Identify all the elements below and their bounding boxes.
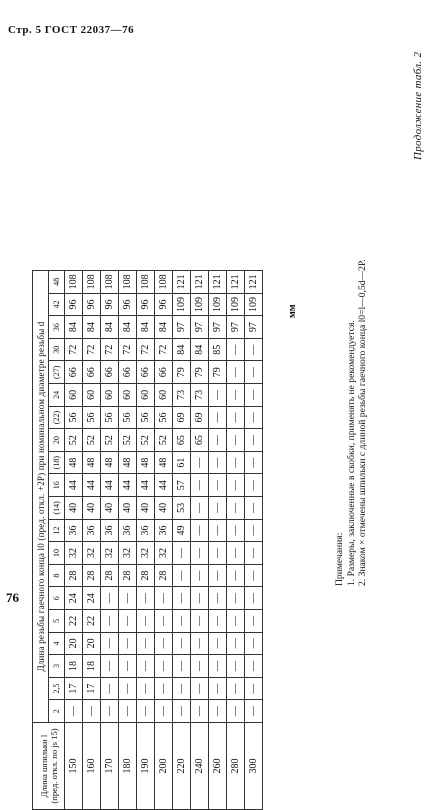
table-continuation-label: Продолжение табл. 2 xyxy=(412,51,424,160)
value-cell: — xyxy=(191,587,209,610)
table-row xyxy=(245,271,263,810)
group-header-thread-length: Длина резьбы гаечного конца l0 (пред. откл. +2P) при номинальном диаметре резьбы d xyxy=(33,271,49,723)
value-cell: 85 xyxy=(209,338,227,361)
value-cell: 49 xyxy=(173,519,191,542)
value-cell: 28 xyxy=(65,564,83,587)
value-cell: 48 xyxy=(101,451,119,474)
value-cell: 66 xyxy=(119,361,137,384)
value-cell: — xyxy=(245,610,263,633)
diameter-header: 48 xyxy=(49,271,65,294)
value-cell: — xyxy=(101,632,119,655)
value-cell: 65 xyxy=(173,429,191,452)
table-row xyxy=(137,271,155,810)
value-cell: 52 xyxy=(65,429,83,452)
value-cell: — xyxy=(227,338,245,361)
table-group-header-row xyxy=(33,271,49,810)
value-cell: 96 xyxy=(119,293,137,316)
value-cell: 36 xyxy=(155,519,173,542)
stud-length-cell: 200 xyxy=(155,723,173,810)
value-cell: 65 xyxy=(191,429,209,452)
value-cell: 28 xyxy=(137,564,155,587)
value-cell: 72 xyxy=(83,338,101,361)
value-cell: 36 xyxy=(137,519,155,542)
value-cell: — xyxy=(173,587,191,610)
value-cell: — xyxy=(191,542,209,565)
value-cell: — xyxy=(173,632,191,655)
value-cell: — xyxy=(119,632,137,655)
note-item-1: 1. Размеры, заключенные в скобки, применять не рекомендуется. xyxy=(345,320,357,586)
value-cell: 48 xyxy=(137,451,155,474)
value-cell: 121 xyxy=(173,271,191,294)
value-cell: 66 xyxy=(83,361,101,384)
table-row xyxy=(119,271,137,810)
value-cell: — xyxy=(245,338,263,361)
value-cell: — xyxy=(209,406,227,429)
value-cell: 56 xyxy=(83,406,101,429)
stud-length-cell: 190 xyxy=(137,723,155,810)
value-cell: 48 xyxy=(155,451,173,474)
value-cell: 32 xyxy=(83,542,101,565)
notes-block xyxy=(334,259,369,586)
value-cell: 22 xyxy=(65,610,83,633)
diameter-header: 3 xyxy=(49,655,65,678)
value-cell: — xyxy=(245,429,263,452)
value-cell: 97 xyxy=(191,316,209,339)
value-cell: — xyxy=(137,632,155,655)
value-cell: 24 xyxy=(83,587,101,610)
value-cell: 66 xyxy=(155,361,173,384)
value-cell: 56 xyxy=(137,406,155,429)
value-cell: 57 xyxy=(173,474,191,497)
value-cell: 36 xyxy=(101,519,119,542)
value-cell: 84 xyxy=(191,338,209,361)
value-cell: 79 xyxy=(173,361,191,384)
value-cell: — xyxy=(101,677,119,700)
table-row xyxy=(173,271,191,810)
table-row xyxy=(83,271,101,810)
value-cell: 24 xyxy=(65,587,83,610)
diameter-header: (18) xyxy=(49,451,65,474)
value-cell: — xyxy=(119,655,137,678)
value-cell: 84 xyxy=(65,316,83,339)
value-cell: 52 xyxy=(155,429,173,452)
value-cell: — xyxy=(191,497,209,520)
value-cell: — xyxy=(209,497,227,520)
value-cell: — xyxy=(245,700,263,723)
value-cell: — xyxy=(209,451,227,474)
value-cell: — xyxy=(227,655,245,678)
value-cell: — xyxy=(209,655,227,678)
value-cell: 84 xyxy=(155,316,173,339)
value-cell: — xyxy=(83,700,101,723)
value-cell: — xyxy=(191,564,209,587)
value-cell: — xyxy=(245,497,263,520)
value-cell: 96 xyxy=(65,293,83,316)
value-cell: — xyxy=(245,632,263,655)
unit-label: мм xyxy=(287,304,298,318)
value-cell: — xyxy=(155,632,173,655)
value-cell: — xyxy=(191,474,209,497)
value-cell: — xyxy=(245,384,263,407)
value-cell: — xyxy=(227,361,245,384)
value-cell: 121 xyxy=(191,271,209,294)
value-cell: 108 xyxy=(65,271,83,294)
value-cell: 109 xyxy=(173,293,191,316)
value-cell: — xyxy=(227,677,245,700)
value-cell: — xyxy=(191,519,209,542)
value-cell: 66 xyxy=(65,361,83,384)
value-cell: — xyxy=(227,451,245,474)
value-cell: 44 xyxy=(137,474,155,497)
value-cell: 108 xyxy=(119,271,137,294)
value-cell: — xyxy=(209,677,227,700)
value-cell: — xyxy=(227,700,245,723)
value-cell: 61 xyxy=(173,451,191,474)
value-cell: 28 xyxy=(83,564,101,587)
value-cell: 108 xyxy=(101,271,119,294)
note-item-2: 2. Знаком × отмечены шпильки с длиной резьбы гаечного конца l0=l—0,5d—2P. xyxy=(357,259,368,586)
value-cell: 60 xyxy=(119,384,137,407)
value-cell: 32 xyxy=(65,542,83,565)
value-cell: — xyxy=(245,564,263,587)
value-cell: 121 xyxy=(227,271,245,294)
value-cell: — xyxy=(209,474,227,497)
value-cell: — xyxy=(173,610,191,633)
table-row xyxy=(191,271,209,810)
row-header-stud-length: Длина шпильки l (пред. откл. по js 15) xyxy=(33,723,65,810)
value-cell: 52 xyxy=(83,429,101,452)
value-cell: — xyxy=(227,519,245,542)
value-cell: 96 xyxy=(155,293,173,316)
value-cell: — xyxy=(137,677,155,700)
stud-length-cell: 280 xyxy=(227,723,245,810)
value-cell: — xyxy=(191,451,209,474)
value-cell: 56 xyxy=(119,406,137,429)
value-cell: — xyxy=(227,406,245,429)
diameter-header: 6 xyxy=(49,587,65,610)
value-cell: 60 xyxy=(83,384,101,407)
value-cell: — xyxy=(101,655,119,678)
value-cell: 72 xyxy=(137,338,155,361)
value-cell: — xyxy=(227,587,245,610)
diameter-header: 24 xyxy=(49,384,65,407)
value-cell: — xyxy=(191,610,209,633)
value-cell: — xyxy=(245,655,263,678)
value-cell: 72 xyxy=(101,338,119,361)
value-cell: — xyxy=(137,700,155,723)
value-cell: — xyxy=(245,361,263,384)
stud-length-cell: 300 xyxy=(245,723,263,810)
value-cell: — xyxy=(155,700,173,723)
value-cell: — xyxy=(119,610,137,633)
value-cell: 109 xyxy=(245,293,263,316)
value-cell: 40 xyxy=(101,497,119,520)
value-cell: — xyxy=(101,587,119,610)
value-cell: 108 xyxy=(137,271,155,294)
value-cell: — xyxy=(245,542,263,565)
value-cell: — xyxy=(119,700,137,723)
value-cell: 28 xyxy=(155,564,173,587)
value-cell: 56 xyxy=(155,406,173,429)
value-cell: 84 xyxy=(173,338,191,361)
value-cell: 60 xyxy=(101,384,119,407)
value-cell: — xyxy=(227,384,245,407)
page-header: Стр. 5 ГОСТ 22037—76 xyxy=(8,24,135,36)
value-cell: — xyxy=(209,542,227,565)
table-row xyxy=(227,271,245,810)
value-cell: — xyxy=(119,677,137,700)
value-cell: 44 xyxy=(119,474,137,497)
value-cell: — xyxy=(155,655,173,678)
value-cell: — xyxy=(227,474,245,497)
value-cell: 32 xyxy=(155,542,173,565)
value-cell: 53 xyxy=(173,497,191,520)
value-cell: — xyxy=(191,700,209,723)
value-cell: — xyxy=(245,451,263,474)
value-cell: 36 xyxy=(83,519,101,542)
diameter-header: (14) xyxy=(49,497,65,520)
value-cell: 32 xyxy=(119,542,137,565)
table-row xyxy=(101,271,119,810)
value-cell: — xyxy=(227,542,245,565)
value-cell: 48 xyxy=(83,451,101,474)
stud-length-cell: 260 xyxy=(209,723,227,810)
value-cell: 32 xyxy=(101,542,119,565)
value-cell: 96 xyxy=(83,293,101,316)
table-row xyxy=(209,271,227,810)
value-cell: — xyxy=(227,497,245,520)
value-cell: 44 xyxy=(65,474,83,497)
value-cell: — xyxy=(209,632,227,655)
value-cell: — xyxy=(173,655,191,678)
value-cell: 17 xyxy=(65,677,83,700)
value-cell: — xyxy=(65,700,83,723)
stud-length-cell: 150 xyxy=(65,723,83,810)
value-cell: 52 xyxy=(119,429,137,452)
value-cell: 36 xyxy=(65,519,83,542)
stud-length-cell: 180 xyxy=(119,723,137,810)
value-cell: — xyxy=(137,655,155,678)
value-cell: 44 xyxy=(101,474,119,497)
value-cell: — xyxy=(245,519,263,542)
value-cell: — xyxy=(209,519,227,542)
value-cell: — xyxy=(227,610,245,633)
value-cell: 109 xyxy=(209,293,227,316)
value-cell: 69 xyxy=(191,406,209,429)
value-cell: 96 xyxy=(101,293,119,316)
value-cell: 60 xyxy=(155,384,173,407)
stud-length-cell: 160 xyxy=(83,723,101,810)
value-cell: 84 xyxy=(119,316,137,339)
value-cell: — xyxy=(245,587,263,610)
value-cell: 73 xyxy=(173,384,191,407)
value-cell: — xyxy=(209,587,227,610)
value-cell: 40 xyxy=(83,497,101,520)
value-cell: 40 xyxy=(119,497,137,520)
value-cell: 79 xyxy=(209,361,227,384)
diameter-header: (27) xyxy=(49,361,65,384)
value-cell: — xyxy=(191,632,209,655)
value-cell: — xyxy=(245,406,263,429)
value-cell: — xyxy=(191,677,209,700)
value-cell: 121 xyxy=(245,271,263,294)
value-cell: — xyxy=(137,587,155,610)
diameter-header: 36 xyxy=(49,316,65,339)
value-cell: — xyxy=(173,564,191,587)
value-cell: — xyxy=(245,474,263,497)
value-cell: 84 xyxy=(137,316,155,339)
value-cell: — xyxy=(209,610,227,633)
value-cell: 17 xyxy=(83,677,101,700)
thread-length-table xyxy=(32,270,263,810)
table-row xyxy=(155,271,173,810)
value-cell: 72 xyxy=(65,338,83,361)
diameter-header: 8 xyxy=(49,564,65,587)
value-cell: 20 xyxy=(83,632,101,655)
value-cell: 40 xyxy=(155,497,173,520)
value-cell: — xyxy=(101,610,119,633)
value-cell: 72 xyxy=(119,338,137,361)
diameter-header: 5 xyxy=(49,610,65,633)
value-cell: 69 xyxy=(173,406,191,429)
value-cell: — xyxy=(227,429,245,452)
value-cell: — xyxy=(101,700,119,723)
stud-length-cell: 220 xyxy=(173,723,191,810)
value-cell: 97 xyxy=(227,316,245,339)
value-cell: — xyxy=(209,564,227,587)
diameter-header: (22) xyxy=(49,406,65,429)
value-cell: 66 xyxy=(137,361,155,384)
value-cell: 18 xyxy=(83,655,101,678)
value-cell: 40 xyxy=(137,497,155,520)
value-cell: — xyxy=(155,587,173,610)
value-cell: 20 xyxy=(65,632,83,655)
value-cell: 40 xyxy=(65,497,83,520)
value-cell: 97 xyxy=(245,316,263,339)
value-cell: 97 xyxy=(173,316,191,339)
diameter-header: 2 xyxy=(49,700,65,723)
value-cell: — xyxy=(209,700,227,723)
diameter-header: 12 xyxy=(49,519,65,542)
value-cell: 97 xyxy=(209,316,227,339)
value-cell: — xyxy=(227,564,245,587)
value-cell: 60 xyxy=(65,384,83,407)
value-cell: 108 xyxy=(83,271,101,294)
diameter-header: 16 xyxy=(49,474,65,497)
value-cell: 56 xyxy=(101,406,119,429)
value-cell: 72 xyxy=(155,338,173,361)
value-cell: 28 xyxy=(101,564,119,587)
value-cell: 36 xyxy=(119,519,137,542)
diameter-header: 30 xyxy=(49,338,65,361)
value-cell: 84 xyxy=(83,316,101,339)
value-cell: 32 xyxy=(137,542,155,565)
value-cell: 84 xyxy=(101,316,119,339)
value-cell: — xyxy=(155,610,173,633)
value-cell: 18 xyxy=(65,655,83,678)
value-cell: 52 xyxy=(101,429,119,452)
value-cell: 44 xyxy=(155,474,173,497)
value-cell: 96 xyxy=(137,293,155,316)
table-row xyxy=(65,271,83,810)
diameter-header: 42 xyxy=(49,293,65,316)
value-cell: — xyxy=(227,632,245,655)
value-cell: 28 xyxy=(119,564,137,587)
value-cell: — xyxy=(173,700,191,723)
value-cell: 79 xyxy=(191,361,209,384)
value-cell: 48 xyxy=(119,451,137,474)
value-cell: — xyxy=(173,677,191,700)
stud-length-cell: 170 xyxy=(101,723,119,810)
diameter-header: 2,5 xyxy=(49,677,65,700)
table-body xyxy=(65,271,263,810)
value-cell: 48 xyxy=(65,451,83,474)
value-cell: 44 xyxy=(83,474,101,497)
diameter-header: 20 xyxy=(49,429,65,452)
value-cell: 60 xyxy=(137,384,155,407)
value-cell: — xyxy=(209,429,227,452)
value-cell: 73 xyxy=(191,384,209,407)
value-cell: 52 xyxy=(137,429,155,452)
value-cell: — xyxy=(119,587,137,610)
data-table xyxy=(32,270,263,810)
value-cell: — xyxy=(191,655,209,678)
value-cell: — xyxy=(209,384,227,407)
value-cell: — xyxy=(137,610,155,633)
value-cell: 108 xyxy=(155,271,173,294)
value-cell: — xyxy=(245,677,263,700)
notes-title: Примечания: xyxy=(334,532,345,586)
stud-length-cell: 240 xyxy=(191,723,209,810)
value-cell: 22 xyxy=(83,610,101,633)
value-cell: 66 xyxy=(101,361,119,384)
page-number: 76 xyxy=(6,590,19,605)
diameter-header: 4 xyxy=(49,632,65,655)
value-cell: 56 xyxy=(65,406,83,429)
value-cell: — xyxy=(173,542,191,565)
diameter-header: 10 xyxy=(49,542,65,565)
value-cell: 109 xyxy=(227,293,245,316)
value-cell: 121 xyxy=(209,271,227,294)
value-cell: 109 xyxy=(191,293,209,316)
value-cell: — xyxy=(155,677,173,700)
